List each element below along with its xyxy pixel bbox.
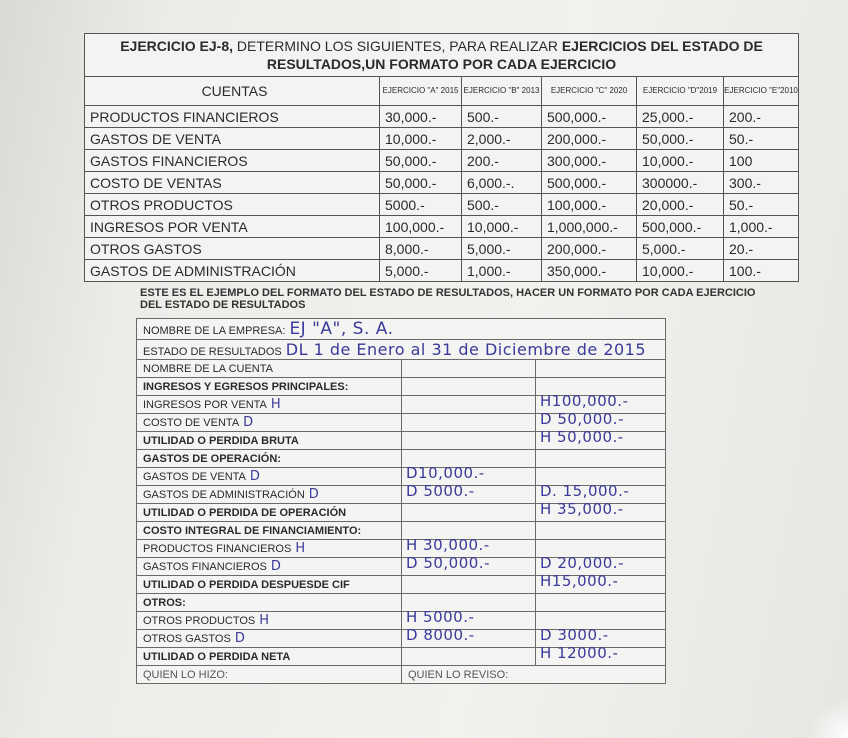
format-row-label: INGRESOS Y EGRESOS PRINCIPALES: (143, 380, 349, 393)
amount-cell: 20.- (724, 238, 799, 260)
amount-cell: 500,000.- (542, 106, 637, 128)
amount-cell: 5,000.- (462, 238, 542, 260)
column-header: EJERCICIO "C" 2020 (542, 77, 637, 106)
estado-row (137, 340, 666, 360)
amount-cell: 100,000.- (542, 194, 637, 216)
format-row-label: COSTO DE VENTA (143, 417, 240, 429)
handwritten-amount: H 50,000.- (540, 428, 624, 446)
exercise-title (85, 34, 799, 77)
handwritten-amount: D 50,000.- (540, 410, 624, 428)
format-row-mark: D (234, 631, 246, 646)
amount-cell: 1,000,000.- (542, 216, 637, 238)
format-row (137, 450, 666, 468)
column-header: EJERCICIO "B" 2013 (462, 77, 542, 106)
handwritten-amount: D 5000.- (406, 482, 475, 500)
amount-cell: 100 (724, 150, 799, 172)
amount-cell: 5,000.- (637, 238, 724, 260)
cuenta-cell: GASTOS DE VENTA (85, 128, 380, 150)
column-header: EJERCICIO "A" 2015 (380, 77, 462, 106)
cuenta-cell: OTROS GASTOS (85, 238, 380, 260)
amount-cell: 8,000.- (380, 238, 462, 260)
amount-cell: 200.- (462, 150, 542, 172)
amount-cell: 2,000.- (462, 128, 542, 150)
amount-cell: 10,000.- (637, 150, 724, 172)
handwritten-amount: H 30,000.- (406, 536, 490, 554)
amount-cell: 500.- (462, 106, 542, 128)
amount-cell: 350,000.- (542, 260, 637, 282)
amount-cell: 1,000.- (462, 260, 542, 282)
exercise-row (85, 216, 799, 238)
format-row (137, 594, 666, 612)
handwritten-amount: H 12000.- (540, 644, 619, 662)
amount-cell: 500,000.- (542, 172, 637, 194)
empresa-handwritten: EJ "A", S. A. (289, 319, 394, 339)
format-row (137, 432, 666, 450)
cuenta-cell: GASTOS FINANCIEROS (85, 150, 380, 172)
format-row-label: OTROS PRODUCTOS (143, 615, 256, 627)
exercise-title-row (85, 34, 799, 77)
estado-handwritten: DL 1 de Enero al 31 de Diciembre de 2015 (285, 340, 647, 359)
amount-cell: 300.- (724, 172, 799, 194)
format-row-mark: D (308, 487, 320, 502)
format-row-label: UTILIDAD O PERDIDA NETA (143, 650, 291, 663)
amount-cell: 6,000.-. (462, 172, 542, 194)
handwritten-amount: H100,000.- (540, 392, 629, 410)
income-statement-format (136, 318, 666, 684)
quien-hizo: QUIEN LO HIZO: (137, 666, 402, 684)
format-row-label: GASTOS FINANCIEROS (143, 561, 267, 573)
amount-cell: 25,000.- (637, 106, 724, 128)
format-row-mark: D (243, 415, 254, 430)
exercise-body (85, 106, 799, 282)
column-header: EJERCICIO "E"2010 (724, 77, 799, 106)
handwritten-amount: D10,000.- (406, 464, 485, 482)
format-row-label: UTILIDAD O PERDIDA DE OPERACIÓN (143, 506, 347, 519)
format-row-mark: H (270, 397, 282, 412)
handwritten-amount: D 3000.- (540, 626, 609, 644)
format-row (137, 360, 666, 378)
amount-cell: 500.- (462, 194, 542, 216)
amount-cell: 100.- (724, 260, 799, 282)
amount-cell: 200.- (724, 106, 799, 128)
handwritten-amount: H15,000.- (540, 572, 619, 590)
amount-cell: 5,000.- (380, 260, 462, 282)
amount-cell: 50.- (724, 128, 799, 150)
handwritten-amount: D 50,000.- (406, 554, 490, 572)
format-row-label: GASTOS DE VENTA (143, 471, 246, 483)
amount-cell: 100,000.- (380, 216, 462, 238)
amount-cell: 300,000.- (542, 150, 637, 172)
handwritten-amount: H 35,000.- (540, 500, 624, 518)
column-header: EJERCICIO "D"2019 (637, 77, 724, 106)
format-row-mark: D (249, 469, 261, 484)
title-bold2: EJERCICIOS DEL ESTADO DE RESULTADOS,UN FORMATO POR CADA EJERCICIO (266, 38, 763, 72)
amount-cell: 500,000.- (637, 216, 724, 238)
amount-cell: 50,000.- (380, 150, 462, 172)
format-row (137, 522, 666, 540)
format-row-label: UTILIDAD O PERDIDA DESPUESDE CIF (143, 578, 350, 591)
exercise-row (85, 260, 799, 282)
title-bold: EJERCICIO EJ-8, (120, 38, 234, 54)
amount-cell: 10,000.- (380, 128, 462, 150)
estado-label: ESTADO DE RESULTADOS (143, 346, 282, 358)
amount-cell: 200,000.- (542, 238, 637, 260)
amount-cell: 20,000.- (637, 194, 724, 216)
title-normal: DETERMINO LOS SIGUIENTES, PARA REALIZAR (233, 38, 562, 54)
exercise-header-row (85, 77, 799, 106)
amount-cell: 50,000.- (380, 172, 462, 194)
exercise-table (84, 33, 799, 282)
example-note: ESTE ES EL EJEMPLO DEL FORMATO DEL ESTADO DE RESULTADOS, HACER UN FORMATO POR CADA EJERCICIO DEL ESTADO DE RESULTADOS (140, 287, 756, 311)
amount-cell: 200,000.- (542, 128, 637, 150)
handwritten-amount: D. 15,000.- (540, 482, 630, 500)
empresa-label: NOMBRE DE LA EMPRESA: (143, 325, 286, 337)
handwritten-amount: D 8000.- (406, 626, 475, 644)
format-row-mark: H (295, 541, 306, 556)
handwritten-amount: H 5000.- (406, 608, 475, 626)
format-row-label: OTROS: (143, 596, 186, 609)
format-row-mark: H (259, 613, 270, 628)
cuenta-cell: INGRESOS POR VENTA (85, 216, 380, 238)
format-row-mark: D (270, 559, 282, 574)
cuenta-cell: GASTOS DE ADMINISTRACIÓN (85, 260, 380, 282)
amount-cell: 1,000.- (724, 216, 799, 238)
cuenta-cell: PRODUCTOS FINANCIEROS (85, 106, 380, 128)
format-body (137, 360, 666, 666)
format-row-label: GASTOS DE ADMINISTRACIÓN (143, 489, 305, 501)
empresa-row (137, 319, 666, 340)
signature-row (137, 666, 666, 684)
exercise-row (85, 238, 799, 260)
amount-cell: 300000.- (637, 172, 724, 194)
column-header: CUENTAS (85, 77, 380, 106)
exercise-row (85, 150, 799, 172)
amount-cell: 10,000.- (637, 260, 724, 282)
amount-cell: 50,000.- (637, 128, 724, 150)
exercise-row (85, 106, 799, 128)
cuenta-cell: OTROS PRODUCTOS (85, 194, 380, 216)
cuenta-cell: COSTO DE VENTAS (85, 172, 380, 194)
format-row-label: OTROS GASTOS (143, 633, 231, 645)
amount-cell: 50.- (724, 194, 799, 216)
format-row-label: GASTOS DE OPERACIÓN: (143, 452, 281, 465)
format-row-label: COSTO INTEGRAL DE FINANCIAMIENTO: (143, 524, 362, 537)
exercise-row (85, 194, 799, 216)
format-row (137, 576, 666, 594)
handwritten-amount: D 20,000.- (540, 554, 624, 572)
format-row-label: PRODUCTOS FINANCIEROS (143, 543, 292, 555)
format-row (137, 504, 666, 522)
amount-cell: 30,000.- (380, 106, 462, 128)
amount-cell: 5000.- (380, 194, 462, 216)
light-glare (808, 698, 848, 738)
quien-reviso: QUIEN LO REVISO: (402, 666, 666, 684)
format-row-label: UTILIDAD O PERDIDA BRUTA (143, 434, 299, 447)
format-row (137, 648, 666, 666)
format-row-label: INGRESOS POR VENTA (143, 399, 267, 411)
exercise-row (85, 172, 799, 194)
format-row-label: NOMBRE DE LA CUENTA (143, 362, 273, 375)
exercise-row (85, 128, 799, 150)
amount-cell: 10,000.- (462, 216, 542, 238)
